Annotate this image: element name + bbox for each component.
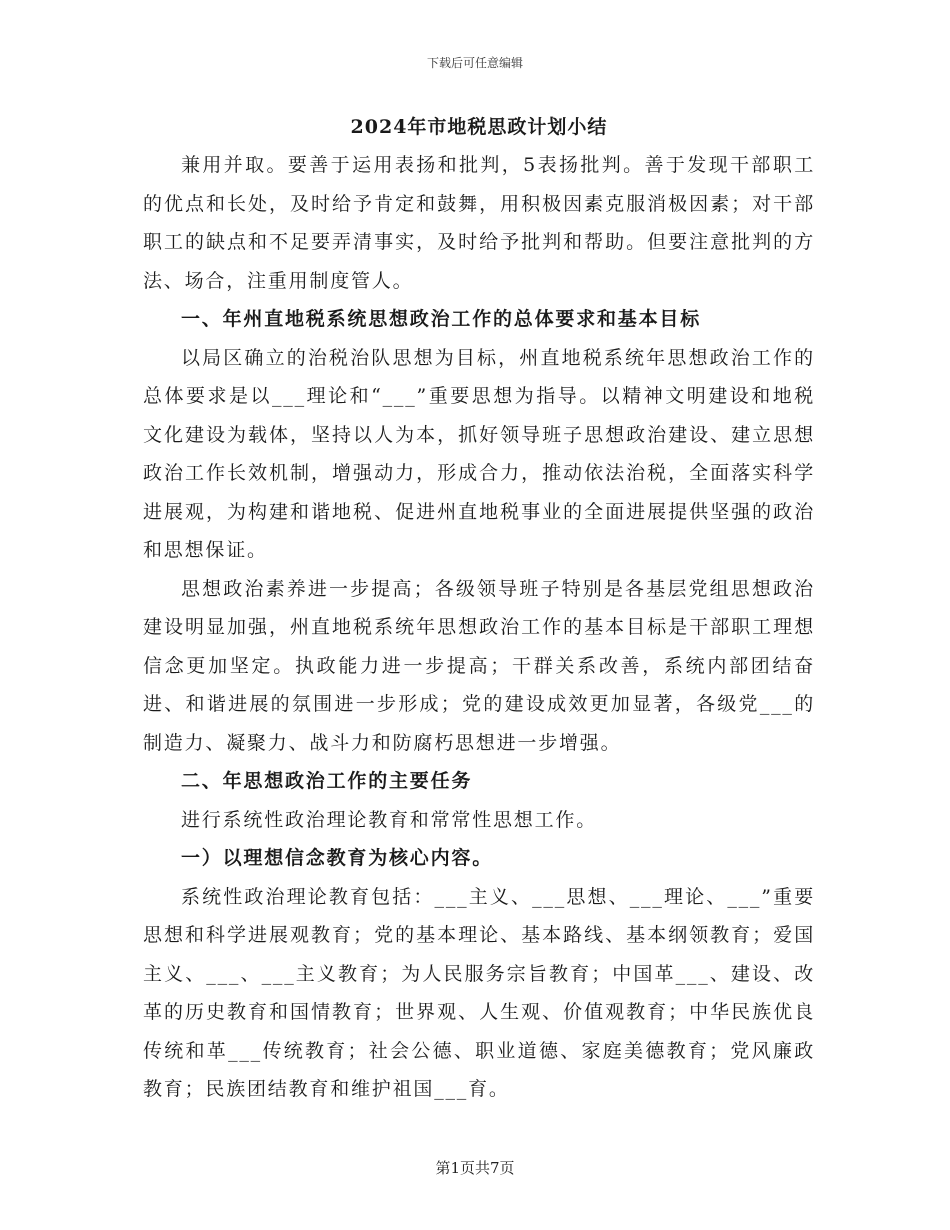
header-note: 下载后可任意编辑: [426, 56, 523, 70]
paragraph-4: 进行系统性政治理论教育和常常性思想工作。: [181, 808, 598, 831]
section-heading-1: 一、年州直地税系统思想政治工作的总体要求和基本目标: [181, 308, 702, 330]
section-heading-2: 二、年思想政治工作的主要任务: [181, 770, 473, 792]
subsection-heading-1: 一）以理想信念教育为核心内容。: [181, 847, 494, 869]
page-footer: 第1页共7页: [435, 1159, 515, 1177]
paragraph-3: 思想政治素养进一步提高；各级领导班子特别是各基层党组思想政治建设明显加强，州直地税系统年思想政治工作的基本目标是干部职工理想信念更加坚定。执政能力进一步提高；干群关系改善，系统内部团结奋进、和谐进展的氛围进一步形成；党的建设成效更加显著，各级党___的制造力、凝聚力、战斗力和防腐朽思想进一步增强。: [143, 577, 815, 754]
paragraph-5: 系统性政治理论教育包括：___主义、___思想、___理论、___”重要思想和科学进展观教育；党的基本理论、基本路线、基本纲领教育；爱国主义、___、___主义教育；为人民服务宗旨教育；中国革___、建设、改革的历史教育和国情教育；世界观、人生观、价值观教育；中华民族优良传统和革___传统教育；社会公德、职业道德、家庭美德教育；党风廉政教育；民族团结教育和维护祖国___育。: [143, 885, 815, 1100]
document-title: 2024年市地税思政计划小结: [350, 116, 608, 138]
paragraph-2: 以局区确立的治税治队思想为目标，州直地税系统年思想政治工作的总体要求是以___理论和“___”重要思想为指导。以精神文明建设和地税文化建设为载体，坚持以人为本，抓好领导班子思想政治建设、建立思想政治工作长效机制，增强动力，形成合力，推动依法治税，全面落实科学进展观，为构建和谐地税、促进州直地税事业的全面进展提供坚强的政治和思想保证。: [143, 346, 815, 561]
paragraph-1: 兼用并取。要善于运用表扬和批判，5表扬批判。善于发现干部职工的优点和长处，及时给予肯定和鼓舞，用积极因素克服消极因素；对干部职工的缺点和不足要弄清事实，及时给予批判和帮助。但要注意批判的方法、场合，注重用制度管人。: [143, 154, 815, 292]
document-body: [143, 112, 815, 1109]
